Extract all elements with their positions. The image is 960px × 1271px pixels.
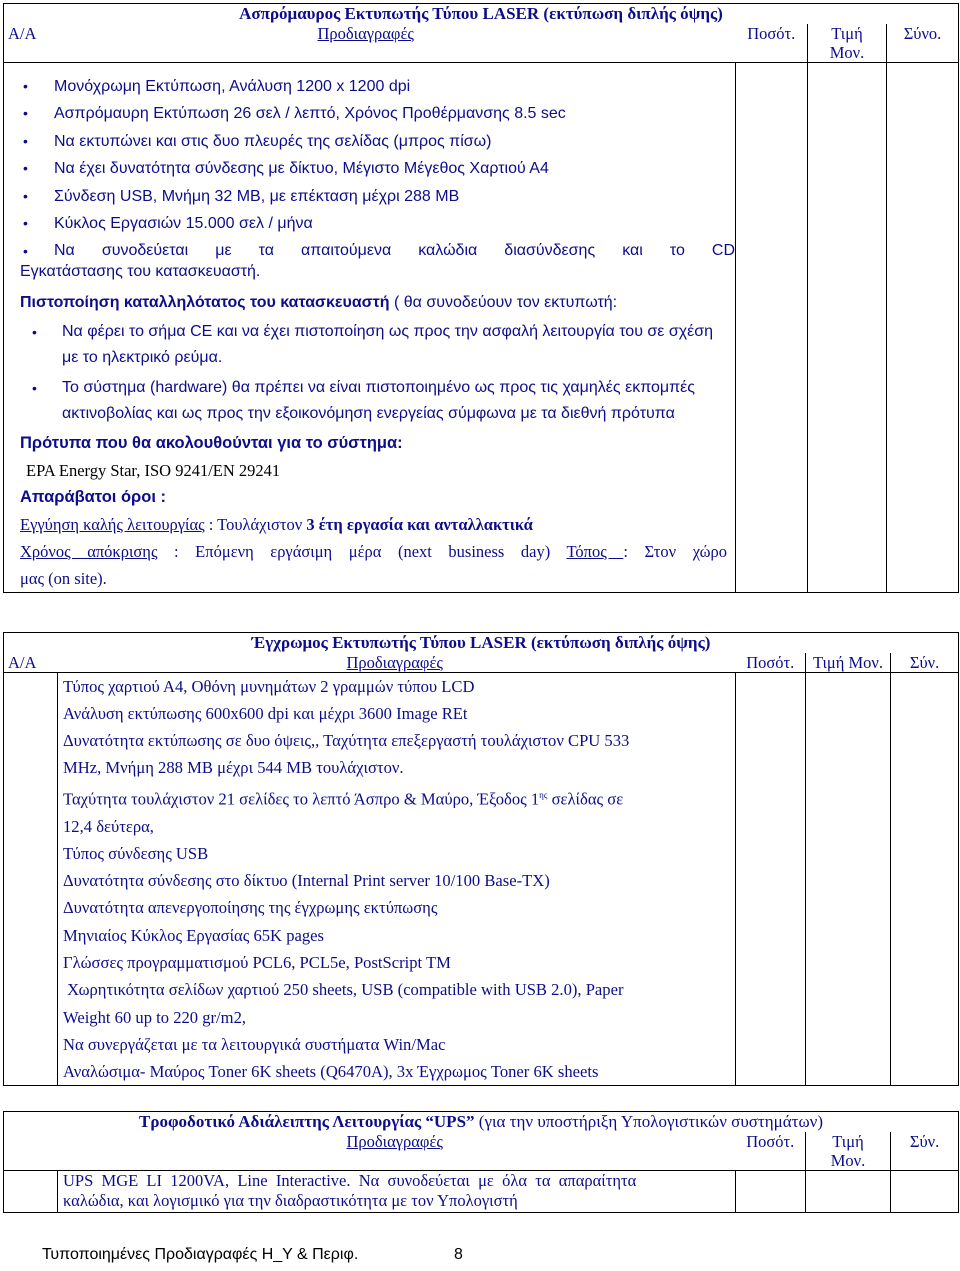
warranty-mid: : Τουλάχιστον — [204, 514, 307, 534]
col-total: Σύνο. — [887, 24, 959, 63]
response-line — [20, 538, 735, 565]
list-item: • Να φέρει το σήμα CE και να έχει πιστοποίηση ως προς την ασφαλή λειτουργία του σε σχέση με το ηλεκτρικό ρεύμα. — [20, 319, 720, 372]
col-qty: Ποσότ. — [736, 1132, 806, 1171]
spec-line: MHz, Μνήμη 288 MB μέχρι 544 MB τουλάχιστον. — [63, 758, 404, 778]
list-item: • Να εκτυπώνει και στις δυο πλευρές της σελίδας (μπρος πίσω) — [20, 128, 735, 156]
place-value-cont: μας (on site). — [20, 568, 107, 588]
col-aa: Α/Α — [4, 653, 58, 673]
spec-line: Ανάλυση εκτύπωσης 600x600 dpi και μέχρι 3600 Image REt — [63, 703, 468, 723]
response-label: Χρόνος απόκρισης — [20, 541, 158, 561]
section-title: Τροφοδοτικό Αδιάλειπτης Λειτουργίας “UPS” (για την υποστήριξη Υπολογιστικών συστημάτων) — [4, 1112, 959, 1132]
aa-cell — [4, 672, 58, 1086]
col-spec: Προδιαγραφές — [58, 653, 736, 673]
spec-line: Τύπος σύνδεσης USB — [63, 843, 209, 863]
certification-heading: Πιστοποίηση καταλληλότατος του κατασκευαστή — [20, 293, 390, 311]
spec-line: Αναλώσιμα- Μαύρος Toner 6K sheets (Q6470A), 3x Έγχρωμος Toner 6K sheets — [63, 1062, 599, 1082]
spec-line: Δυνατότητα απενεργοποίησης της έγχρωμης εκτύπωσης — [63, 898, 438, 918]
bullet-continuation: Εγκατάστασης του κατασκευαστή. — [20, 262, 261, 280]
list-item: • Μονόχρωμη Εκτύπωση, Ανάλυση 1200 x 1200 dpi — [20, 73, 735, 101]
total-cell — [891, 672, 959, 1086]
spec-bullet-list — [20, 73, 735, 264]
page-footer: Τυποποιημένες Προδιαγραφές Η_Υ & Περιφ. — [42, 1246, 359, 1263]
spec-line: Ταχύτητα τουλάχιστον 21 σελίδες το λεπτό Άσπρο & Μαύρο, Έξοδος $1^{\eta\varsigma}$ σελίδας σε — [63, 789, 624, 809]
laser-color-spec-table — [3, 632, 959, 1086]
col-unit-price: Τιμή Μον. — [806, 653, 891, 673]
price-cell — [806, 672, 891, 1086]
list-item: • Να συνοδεύεται με τα απαιτούμενα καλώδια διασύνδεσης και το CD — [20, 238, 735, 264]
spec-line: 12,4 δεύτερα, — [63, 816, 154, 836]
spec-body — [4, 62, 736, 592]
spec-line: Χωρητικότητα σελίδων χαρτιού 250 sheets, USB (compatible with USB 2.0), Paper — [63, 980, 624, 1000]
certification-note: ( θα συνοδεύουν τον εκτυπωτή: — [389, 293, 618, 311]
ups-spec-table — [3, 1111, 959, 1213]
col-qty: Ποσότ. — [736, 653, 806, 673]
spec-line: Δυνατότητα σύνδεσης στο δίκτυο (Internal Print server 10/100 Base-TX) — [63, 871, 550, 891]
page-number: 8 — [454, 1246, 463, 1263]
spec-line: καλώδια, και λογισμικό για την διαδραστικότητα με τον Υπολογιστή — [63, 1191, 518, 1210]
spec-line: Δυνατότητα εκτύπωσης σε δυο όψεις,, Ταχύτητα επεξεργαστή τουλάχιστον CPU 533 — [63, 731, 630, 751]
aa-cell — [4, 1170, 58, 1212]
col-spec: Προδιαγραφές — [58, 1132, 736, 1171]
place-value: : Στον χώρο — [623, 541, 727, 561]
standards-heading: Πρότυπα που θα ακολουθούνται για το σύστημα: — [20, 433, 403, 452]
col-total: Σύν. — [891, 653, 959, 673]
list-item: • Να έχει δυνατότητα σύνδεσης με δίκτυο, Μέγιστο Μέγεθος Χαρτιού Α4 — [20, 155, 735, 183]
price-cell — [808, 62, 887, 592]
spec-line: Weight 60 up to 220 gr/m2, — [63, 1007, 247, 1027]
standards-value: EPA Energy Star, ISO 9241/EN 29241 — [26, 460, 281, 480]
total-cell — [891, 1170, 959, 1212]
list-item: • Κύκλος Εργασιών 15.000 σελ / μήνα — [20, 210, 735, 238]
qty-cell — [736, 1170, 806, 1212]
total-cell — [887, 62, 959, 592]
response-value: : Επόμενη εργάσιμη μέρα (next business day) — [157, 541, 567, 561]
col-spec: Προδιαγραφές — [58, 24, 736, 63]
col-aa: Α/Α — [4, 24, 58, 63]
list-item: • Σύνδεση USB, Μνήμη 32 MB, με επέκταση μέχρι 288 MB — [20, 183, 735, 211]
spec-body — [58, 672, 736, 1086]
place-label: Τόπος — [566, 541, 624, 561]
spec-body — [58, 1170, 736, 1212]
col-unit-price: Τιμή Μον. — [806, 1132, 891, 1171]
laser-bw-spec-table — [3, 3, 959, 593]
certification-line — [20, 290, 735, 316]
list-item: • Ασπρόμαυρη Εκτύπωση 26 σελ / λεπτό, Χρόνος Προθέρμανσης 8.5 sec — [20, 100, 735, 128]
qty-cell — [736, 672, 806, 1086]
qty-cell — [736, 62, 808, 592]
section-title: Ασπρόμαυρος Εκτυπωτής Τύπου LASER (εκτύπωση διπλής όψης) — [4, 4, 959, 24]
certification-list — [20, 319, 720, 428]
price-cell — [806, 1170, 891, 1212]
section-title: Έγχρωμος Εκτυπωτής Τύπου LASER (εκτύπωση διπλής όψης) — [4, 633, 959, 653]
list-item: • Το σύστημα (hardware) θα πρέπει να είναι πιστοποιημένο ως προς τις χαμηλές εκπομπές ακτινοβολίας και ως προς την εξοικονόμηση ενεργείας σύμφωνα με τα διεθνή πρότυπα — [20, 375, 720, 428]
col-unit-price: Τιμή Μον. — [808, 24, 887, 63]
terms-heading: Απαράβατοι όροι : — [20, 487, 166, 506]
warranty-value: 3 έτη εργασία και ανταλλακτικά — [306, 514, 533, 534]
col-aa — [4, 1132, 58, 1171]
col-qty: Ποσότ. — [736, 24, 808, 63]
spec-line: Μηνιαίος Κύκλος Εργασίας 65K pages — [63, 925, 324, 945]
warranty-label: Εγγύηση καλής λειτουργίας — [20, 514, 205, 534]
spec-line: UPS MGE LI 1200VA, Line Interactive. Να συνοδεύεται με όλα τα απαραίτητα — [63, 1170, 637, 1190]
warranty-line — [20, 511, 735, 538]
spec-line: Τύπος χαρτιού Α4, Οθόνη μυνημάτων 2 γραμμών τύπου LCD — [63, 676, 475, 696]
spec-line: Να συνεργάζεται με τα λειτουργικά συστήματα Win/Mac — [63, 1034, 446, 1054]
spec-line: Γλώσσες προγραμματισμού PCL6, PCL5e, PostScript TM — [63, 953, 451, 972]
col-total: Σύν. — [891, 1132, 959, 1171]
